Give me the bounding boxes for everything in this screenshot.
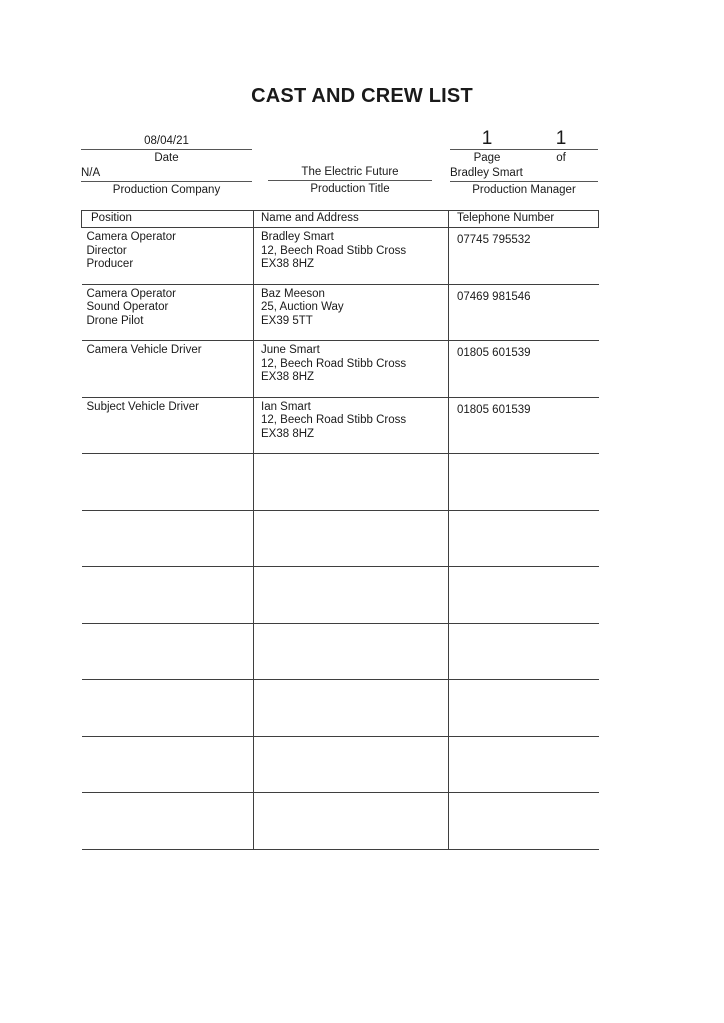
telephone-cell	[449, 284, 599, 341]
name-address-cell	[254, 397, 449, 454]
telephone-cell	[449, 680, 599, 737]
page-label: Page	[473, 152, 501, 164]
name-address-cell	[254, 680, 449, 737]
cell-line: Sound Operator	[86, 301, 169, 314]
telephone-cell	[449, 228, 599, 285]
cell-line: Director	[86, 244, 127, 257]
column-header-telephone: Telephone Number	[449, 211, 599, 228]
page-labels	[450, 150, 598, 167]
production-company-field	[81, 167, 252, 182]
table-row	[82, 567, 599, 624]
position-cell	[82, 567, 254, 624]
page-of-label: of	[556, 152, 566, 164]
table-row	[82, 341, 599, 398]
header-column-middle	[268, 131, 432, 198]
production-manager-label: Production Manager	[472, 184, 576, 196]
position-cell	[82, 510, 254, 567]
cell-line: Ian Smart	[261, 400, 311, 413]
cell-line: 12, Beech Road Stibb Cross	[261, 244, 407, 257]
position-cell	[82, 454, 254, 511]
name-address-cell	[254, 228, 449, 285]
cell-line: Camera Operator	[86, 231, 176, 244]
date-field	[81, 131, 252, 150]
table-row	[82, 454, 599, 511]
name-address-cell	[254, 736, 449, 793]
telephone-cell	[449, 341, 599, 398]
cell-line: Drone Pilot	[86, 314, 144, 327]
position-cell	[82, 680, 254, 737]
cell-line: Camera Vehicle Driver	[86, 344, 202, 357]
production-title-label: Production Title	[310, 183, 390, 195]
telephone-cell	[449, 736, 599, 793]
position-cell	[82, 284, 254, 341]
position-cell	[82, 736, 254, 793]
cell-line: Producer	[86, 258, 134, 271]
table-row	[82, 623, 599, 680]
name-address-cell	[254, 510, 449, 567]
date-label: Date	[154, 152, 179, 164]
table-row	[82, 793, 599, 850]
cell-line: 01805 601539	[457, 347, 531, 360]
cell-line: 01805 601539	[457, 403, 531, 416]
telephone-cell	[449, 567, 599, 624]
table-row	[82, 284, 599, 341]
position-cell	[82, 341, 254, 398]
telephone-cell	[449, 510, 599, 567]
telephone-cell	[449, 793, 599, 850]
page-number-value: 1	[481, 128, 493, 149]
table-row	[82, 736, 599, 793]
page-field	[450, 128, 598, 150]
cell-line: Subject Vehicle Driver	[86, 400, 199, 413]
cell-line: EX39 5TT	[261, 314, 313, 327]
telephone-cell	[449, 397, 599, 454]
table-row	[82, 680, 599, 737]
cell-line: 07745 795532	[457, 234, 531, 247]
name-address-cell	[254, 284, 449, 341]
cell-line: Camera Operator	[86, 287, 176, 300]
table-header-row	[82, 211, 599, 228]
production-company-value: N/A	[81, 167, 101, 179]
name-address-cell	[254, 793, 449, 850]
column-header-position: Position	[82, 211, 254, 228]
telephone-cell	[449, 623, 599, 680]
document-title: CAST AND CREW LIST	[251, 85, 473, 107]
position-cell	[82, 228, 254, 285]
position-cell	[82, 623, 254, 680]
production-title-value: The Electric Future	[301, 166, 399, 178]
table-row	[82, 397, 599, 454]
column-header-name-address: Name and Address	[254, 211, 449, 228]
position-cell	[82, 397, 254, 454]
name-address-cell	[254, 341, 449, 398]
cell-line: Baz Meeson	[261, 287, 325, 300]
cell-line: EX38 8HZ	[261, 258, 315, 271]
page-total-value: 1	[555, 128, 567, 149]
crew-table-body	[82, 228, 599, 850]
date-value: 08/04/21	[144, 135, 189, 147]
production-manager-value: Bradley Smart	[450, 167, 523, 179]
production-manager-field	[450, 167, 598, 182]
cell-line: 12, Beech Road Stibb Cross	[261, 414, 407, 427]
crew-table	[81, 210, 599, 850]
cell-line: EX38 8HZ	[261, 371, 315, 384]
production-title-field	[268, 166, 432, 181]
name-address-cell	[254, 567, 449, 624]
table-row	[82, 228, 599, 285]
cell-line: June Smart	[261, 344, 320, 357]
table-row	[82, 510, 599, 567]
cell-line: 07469 981546	[457, 290, 531, 303]
cell-line: EX38 8HZ	[261, 427, 315, 440]
position-cell	[82, 793, 254, 850]
name-address-cell	[254, 454, 449, 511]
header-column-left	[81, 131, 252, 199]
cell-line: 12, Beech Road Stibb Cross	[261, 357, 407, 370]
production-company-label: Production Company	[112, 184, 221, 196]
name-address-cell	[254, 623, 449, 680]
telephone-cell	[449, 454, 599, 511]
header-column-right	[450, 128, 598, 199]
cell-line: Bradley Smart	[261, 231, 334, 244]
spacer	[268, 131, 432, 166]
cell-line: 25, Auction Way	[261, 301, 344, 314]
